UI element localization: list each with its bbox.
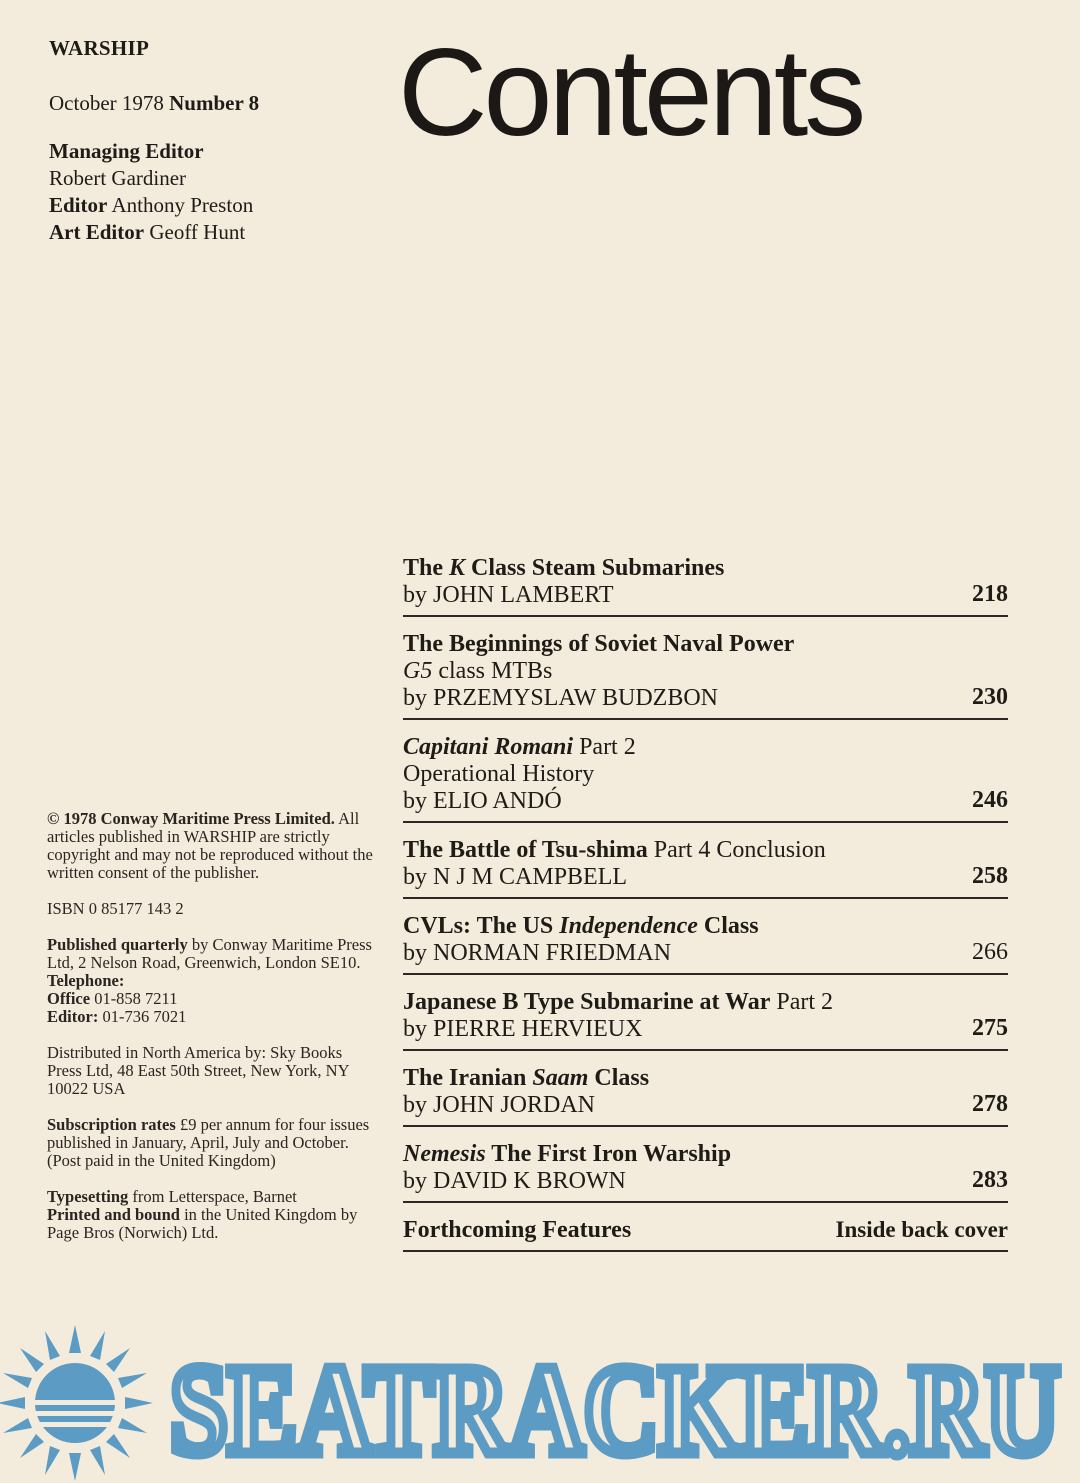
issue-number: Number 8 (169, 91, 260, 115)
toc-title-italic: Capitani Romani (403, 734, 574, 760)
distribution-info: Distributed in North America by: Sky Books Press Ltd, 48 East 50th Street, New York, NY 10022 USA (47, 1043, 349, 1098)
toc-title: The (403, 555, 450, 581)
toc-page-number: 283 (972, 1167, 1008, 1193)
printed-text: in the United Kingdom by Page Bros (Norwich) Ltd. (47, 1205, 358, 1242)
toc-title: Forthcoming Features (403, 1217, 632, 1243)
toc-title: Japanese B Type Submarine at War (403, 989, 771, 1015)
masthead (49, 36, 379, 246)
toc-entry[interactable] (403, 1141, 1008, 1203)
managing-editor-label: Managing Editor (49, 139, 204, 163)
toc-author: by NORMAN FRIEDMAN (403, 940, 672, 966)
toc-title-italic: K (449, 555, 466, 581)
subscription-info (47, 1116, 377, 1170)
toc-author: by DAVID K BROWN (403, 1168, 626, 1194)
editor-phone-number: 01-736 7021 (98, 1007, 187, 1026)
office-number: 01-858 7211 (90, 989, 178, 1008)
isbn: ISBN 0 85177 143 2 (47, 899, 184, 918)
telephone-label: Telephone: (47, 971, 125, 990)
toc-page-number: Inside back cover (835, 1217, 1008, 1242)
toc-title: Class Steam Submarines (465, 555, 725, 581)
subscription-text: £9 per annum for four issues published in January, April, July and October. (Post paid in the United Kingdom) (47, 1115, 370, 1170)
toc-author: by PRZEMYSLAW BUDZBON (403, 685, 718, 711)
toc-title-italic: Saam (532, 1065, 589, 1091)
copyright-bold: © 1978 Conway Maritime Press Limited. (47, 809, 335, 828)
staff-credits (49, 138, 379, 246)
toc-page-number: 278 (972, 1091, 1008, 1117)
editor-name: Anthony Preston (111, 193, 254, 217)
editor-label: Editor (49, 193, 108, 217)
sun-logo-icon (0, 1325, 153, 1481)
page-title: Contents (398, 24, 863, 162)
toc-title-italic: Nemesis (403, 1141, 486, 1167)
toc-entry[interactable] (403, 837, 1008, 899)
publisher-info (47, 936, 377, 1026)
toc-title-part: Part 4 Conclusion (647, 837, 826, 863)
toc-entry[interactable] (403, 1065, 1008, 1127)
toc-author: by ELIO ANDÓ (403, 788, 562, 814)
managing-editor-name: Robert Gardiner (49, 166, 187, 190)
production-info (47, 1188, 377, 1242)
toc-title: The Beginnings of Soviet Naval Power (403, 631, 795, 657)
toc-subtitle: Operational History (403, 761, 595, 787)
toc-entry[interactable] (403, 555, 1008, 617)
toc-title: The First Iron Warship (485, 1141, 732, 1167)
toc-title: Class (588, 1065, 650, 1091)
toc-title-part: Part 2 (770, 989, 834, 1015)
toc-subtitle: class MTBs (432, 658, 553, 684)
issue-date: October 1978 (49, 91, 164, 115)
toc-page-number: 266 (972, 939, 1008, 965)
toc-page-number: 246 (972, 787, 1008, 813)
colophon (47, 810, 377, 1260)
toc-title: CVLs: The US (403, 913, 560, 939)
editor-phone-label: Editor: (47, 1007, 99, 1026)
typesetting-label: Typesetting (47, 1187, 129, 1206)
toc-author: by N J M CAMPBELL (403, 864, 628, 890)
copyright-text: All articles published in WARSHIP are strictly copyright and may not be reproduced without the written consent of the publisher. (47, 809, 373, 882)
magazine-name: WARSHIP (49, 36, 150, 60)
toc-title: Class (697, 913, 759, 939)
toc-author: by JOHN LAMBERT (403, 582, 614, 608)
table-of-contents (403, 555, 1008, 1266)
art-editor-label: Art Editor (49, 220, 145, 244)
toc-title-italic: Independence (559, 913, 698, 939)
copyright-notice (47, 810, 377, 882)
toc-title: The Iranian (403, 1065, 533, 1091)
toc-page-number: 230 (972, 684, 1008, 710)
subscription-label: Subscription rates (47, 1115, 176, 1134)
toc-author: by PIERRE HERVIEUX (403, 1016, 643, 1042)
toc-entry[interactable] (403, 913, 1008, 975)
toc-title-part: Part 2 (573, 734, 636, 760)
issue-line (49, 91, 379, 116)
toc-entry[interactable] (403, 734, 1008, 823)
printed-label: Printed and bound (47, 1205, 180, 1224)
art-editor-name: Geoff Hunt (149, 220, 246, 244)
toc-entry[interactable] (403, 1217, 1008, 1252)
published-label: Published quarterly (47, 935, 188, 954)
watermark-text: SEATRACKER.RU (170, 1339, 1060, 1481)
toc-author: by JOHN JORDAN (403, 1092, 596, 1118)
watermark (0, 1318, 1080, 1483)
toc-page-number: 258 (972, 863, 1008, 889)
toc-page-number: 218 (972, 581, 1008, 607)
toc-title: The Battle of Tsu-shima (403, 837, 648, 863)
toc-entry[interactable] (403, 631, 1008, 720)
toc-entry[interactable] (403, 989, 1008, 1051)
toc-subtitle-italic: G5 (403, 658, 433, 684)
office-label: Office (47, 989, 91, 1008)
published-text: by Conway Maritime Press Ltd, 2 Nelson Road, Greenwich, London SE10. (47, 935, 372, 972)
toc-page-number: 275 (972, 1015, 1008, 1041)
typesetting-text: from Letterspace, Barnet (128, 1187, 297, 1206)
